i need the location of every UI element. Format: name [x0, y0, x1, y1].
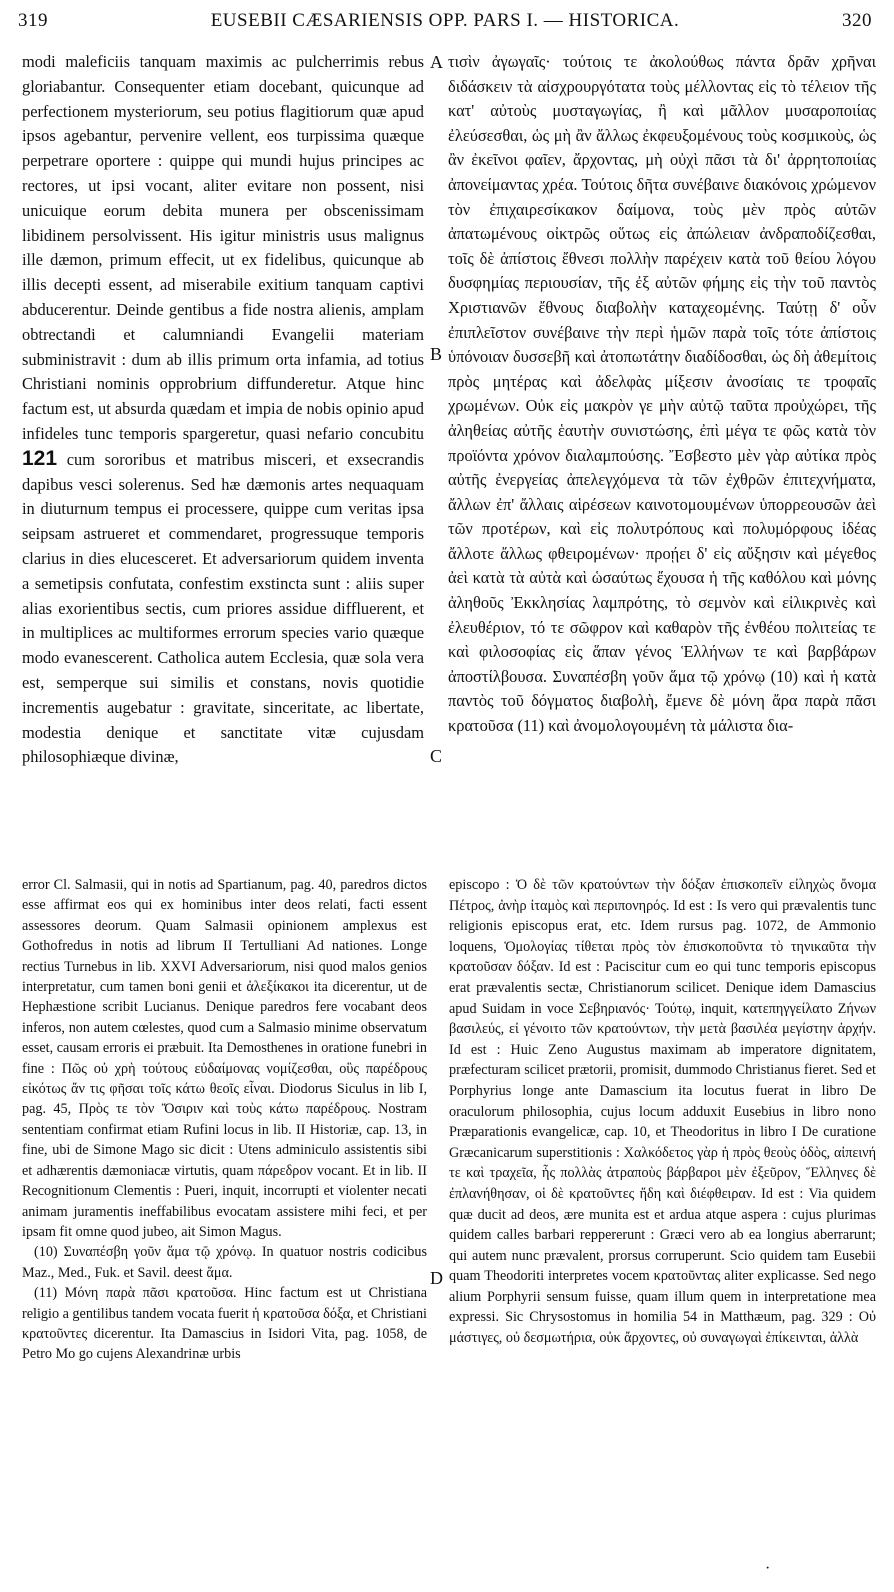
running-header — [18, 10, 872, 40]
main-text-latin-part-1: modi maleficiis tanquam maximis ac pulcherrimis rebus gloriabantur. Consequenter etiam docebant, quicunque ad perfectionem mysteriorum, seu potius flagitiorum quæ apud ipsos agebantur, pervenire vellent, eos turpissima quæque perpetrare oportere : quippe qui mundi hujus principes ac rectores, ut ipsi vocant, aliter evitare non possent, nisi unicuique eorum debita munera per obscenissimam libidinem persolvissent. His igitur ministris usus malignus ille dæmon, primum effecit, ut ex fidelibus, quicunque ab illis decepti essent, ad miserabile exitium tanquam captivi abducerentur. Deinde gentibus a fide nostra alienis, amplam obtrectandi et calumniandi Evangelii materiam subministravit : dum ab illis primum orta infamia, ad totius Christiani nominis opprobrium diffunderetur. Atque hinc factum est, ut absurda quædam et impia de nobis opinio apud infideles tunc temporis spargeretur, quasi nefario concubitu — [22, 52, 424, 443]
footnote-paragraph: error Cl. Salmasii, qui in notis ad Spartianum, pag. 40, paredros dictos esse affirmat eos qui ex hominibus inter deos relati, facti essent assessores deorum. Quam Salmasii opinionem amplexus est Gothofredus in notis ad librum II Tertulliani Ad nationes. Longe rectius Turnebus in lib. XXVI Adversariorum, nisi quod malos genios interpretatur, cum tamen boni genii et ἀλεξίκακοι ita dicerentur, ut de Hephæstione scribit Lucianus. Denique paredros fere vocabant deos inferos, non autem cœlestes, quod cum a Salmasio minime observatum esset, causam erroris ei præbuit. Ita Demosthenes in oratione funebri in fine : Πῶς οὐ χρὴ τούτους εὐδαίμονας νομίζεσθαι, οὓς παρέδρους εἰκότως ἄν τις φῆσαι τοῖς κάτω θεοῖς εἶναι. Diodorus Siculus in lib I, pag. 45, Πρὸς τε τὸν Ὄσιριν καὶ τοὺς κάτω παρέδρους. Nostram sententiam confirmat etiam Rufini locus in lib. II Historiæ, cap. 13, in fine, ubi de Simone Mago sic dicit : Utens adminiculo assistentis sibi et adhærentis dæmoniacæ virtutis, quam πάρεδρον vocant. Et in lib. II Recognitionum Clementis : Pueri, inquit, incorrupti et violenter necati animam juramentis ineffabilibus evocatam assistere mihi feci, et per ipsam fit omne quod jubeo, ait Simon Magus. — [22, 877, 427, 1240]
page-number-left: 319 — [18, 10, 48, 31]
running-title: EUSEBII CÆSARIENSIS OPP. PARS I. — HISTORICA. — [210, 10, 680, 31]
footer-dot: · — [765, 1560, 771, 1577]
main-text-greek — [448, 50, 876, 739]
footnote-10: (10) Συναπέσβη γοῦν ἅμα τῷ χρόνῳ. In quatuor nostris codicibus Maz., Med., Fuk. et Savil. deest ἅμα. — [22, 1244, 427, 1281]
footnote-continuation: episcopo : Ὁ δὲ τῶν κρατούντων τὴν δόξαν ἐπισκοπεῖν εἰληχὼς ὄνομα Πέτρος, ἀνὴρ ἰταμὸς καὶ περιπονηρός. Id est : Is vero qui prævalentis tunc religionis episcopus erat, etc. Idem rursus pag. 1072, de Ammonio loquens, Ὁμολογίας τίθεται πρὸς τὸν ἐπισκοποῦντα τὸ τηνικαῦτα τὴν κρατοῦσαν δόξαν. Id est : Paciscitur cum eo qui tunc temporis episcopus erat prævalentis sectæ, Christianorum scilicet. Denique idem Damascius apud Suidam in voce Σεβηριανός· Τούτῳ, inquit, κατεπηγγείλατο Ζήνων βασιλεύς, εἰ γένοιτο τῶν κρατούντων, τὴν μετὰ βασιλέα μεγίστην ἀρχήν. Id est : Huic Zeno Augustus maximam ab imperatore dignitatem, præfecturam scilicet prætorii, promisit, dummodo Christianus fieret. Sed et Porphyrius longe ante Damascium ita locutus fuerat in libro De oraculorum philosophia, cujus locum adduxit Eusebius in libro nono Præparationis evangelicæ, cap. 10, et Theodoritus in libro I De curatione Græcanicarum superstitionis : Χαλκόδετος γὰρ ἡ πρὸς θεοὺς ὁδὸς, αἰπεινή τε καὶ τραχεῖα, ἧς πολλὰς ἀτραποὺς βάρβαροι μὲν ἐξεῦρον, Ἕλληνες δὲ ἐπλανήθησαν, οἱ δὲ κρατοῦντες ἤδη καὶ διέφθειραν. Id est : Via quidem quæ ducit ad deos, ære munita est et ardua atque aspera : cujus plurimas quidem calles barbari reppererunt : Græci vero ab ea longius aberrarunt; qui autem nunc prævalent, prorsus corruperunt. Scio quidem tam Eusebii quam Theodoriti interpretes vocem κρατοῦντας aliter explicasse. Sed nego alium Porphyrii sensum fuisse, quam illum quem in interpretatione mea expressi. Sic Chrysostomus in homilia 54 in Matthæum, pag. 329 : Οὐ μάστιγες, οὐ δεσμωτήρια, οὐκ ἄρχοντες, οὐ συναγωγαὶ ἐπίκεινται, ἀλλὰ — [449, 877, 876, 1347]
footnotes-right-column — [449, 875, 876, 1349]
margin-letter-d: D — [430, 1268, 443, 1288]
main-text-greek-paragraph: τισὶν ἀγωγαῖς· τούτοις τε ἀκολούθως πάντα δρᾶν χρῆναι διδάσκειν τὰ αἰσχρουργότατα τοὺς μέλλοντας εἰς τὸ τέλειον τῆς κατ' αὐτοὺς μυσταγωγίας, ἢ καὶ μᾶλλον μυσαροποιίας ἐλεύσεσθαι, ὡς μὴ ἂν ἄλλως ἐκφευξομένους τοὺς κοσμικοὺς, ὡς ἂν ἐκεῖνοι φαῖεν, ἄρχοντας, μὴ οὐχὶ πᾶσι τὰ δι' ἀρρητοποιίας ἀπονείμαντας χρέα. Τούτοις δῆτα συνέβαινε διακόνοις χρώμενον τὸν ἐπιχαιρεσίκακον δαίμονα, τοὺς μὲν πρὸς αὐτῶν ἀπατωμένους οἰκτρῶς οὕτως εἰς ἀπώλειαν ἀνδραποδίζεσθαι, τοῖς δὲ ἀπίστοις ἔθνεσι πολλὴν παρέχειν κατὰ τοῦ θείου λόγου δυσφημίας περιουσίαν, τῆς ἐξ αὐτῶν φήμης εἰς τὴν τοῦ παντὸς Χριστιανῶν ἔθνους διαβολὴν καταχεομένης. Ταύτῃ δ' οὖν ἐπιπλεῖστον συνέβαινε τὴν περὶ ἡμῶν παρὰ τοῖς τότε ἀπίστοις ὑπόνοιαν δυσσεβῆ καὶ ἀτοπωτάτην διαδίδοσθαι, ὡς δὴ ἀθεμίτοις πρὸς μητέρας καὶ ἀδελφὰς μίξεσιν ἀνοσίαις τε τροφαῖς χρωμένων. Οὐκ εἰς μακρὸν γε μὴν αὐτῷ ταῦτα προὐχώρει, τῆς ἀληθείας αὐτῆς ἑαυτὴν συνιστώσης, ἐπὶ μέγα τε φῶς κατὰ τὸν προϊόντα χρόνον διαλαμπούσης. Ἔσβεστο μὲν γὰρ αὐτίκα πρὸς αὐτῆς ἐνεργείας ἀπελεγχόμενα τὰ τῶν ἐχθρῶν ἐπιτεχνήματα, ἄλλων ἐπ' ἄλλαις αἱρέσεων καινοτομουμένων ὑπορρεουσῶν ἀεὶ τῶν προτέρων, καὶ εἰς πολυτρόπους καὶ πολυμόρφους ἰδέας ἄλλοτε ἄλλως φθειρομένων· προῄει δ' εἰς αὔξησιν καὶ μέγεθος ἀεὶ κατὰ τὰ αὐτὰ καὶ ὡσαύτως ἔχουσα ἡ τῆς καθόλου καὶ μόνης ἀληθοῦς Ἐκκλησίας λαμπρότης, τὸ σεμνὸν καὶ εἰλικρινὲς καὶ ἐλευθέριον, τό τε σῶφρον καὶ καθαρὸν τῆς ἐνθέου πολιτείας τε καὶ φιλοσοφίας εἰς ἅπαν γένος Ἑλλήνων τε καὶ βαρβάρων ἀποστίλβουσα. Συναπέσβη γοῦν ἅμα τῷ χρόνῳ (10) καὶ ἡ κατὰ παντὸς τοῦ δόγματος διαβολὴ, ἔμενε δὲ μόνη ἄρα παρὰ πᾶσι κρατοῦσα (11) καὶ ἀνομολογουμένη τὰ μάλιστα δια- — [448, 52, 876, 736]
margin-letter-a: A — [430, 52, 443, 72]
main-text-latin-part-2: cum sororibus et matribus misceri, et exsecrandis dapibus vesci solerenus. Sed hæ dæmonis artes nequaquam in diuturnum tempus ei processere, quippe cum veritas ipsa seipsam astrueret et commendaret, progressuque temporis clarius in dies elucesceret. Et adversariorum quidem inventa a semetipsis confutata, confestim exstincta sunt : aliis super alias exorientibus sectis, cum priores assidue diffluerent, et in multiplices ac multiformes errorum species vario quæque modo evanescerent. Catholica autem Ecclesia, quæ sola vera est, semperque sui similis et constans, novis quotidie incrementis augebatur : gravitate, sinceritate, ac libertate, modestia denique et sanctitate vitæ cujusdam philosophiæque divinæ, — [22, 449, 424, 767]
margin-letter-b: B — [430, 344, 443, 364]
footnote-11: (11) Μόνη παρὰ πᾶσι κρατοῦσα. Hinc factum est ut Christiana religio a gentilibus tandem vocata fuerit ἡ κρατοῦσα δόξα, et Christiani κρατοῦντες dicerentur. Ita Damascius in Isidori Vita, pag. 1058, de Petro Mo go cujens Alexandrinæ urbis — [22, 1285, 428, 1363]
page-marker-number: 121 — [22, 446, 58, 470]
main-text-latin — [22, 50, 424, 770]
main-text-latin-paragraph — [22, 50, 424, 770]
footnotes-left-column — [22, 875, 427, 1365]
page-number-right: 320 — [842, 10, 872, 31]
margin-letter-c: C — [430, 746, 443, 766]
